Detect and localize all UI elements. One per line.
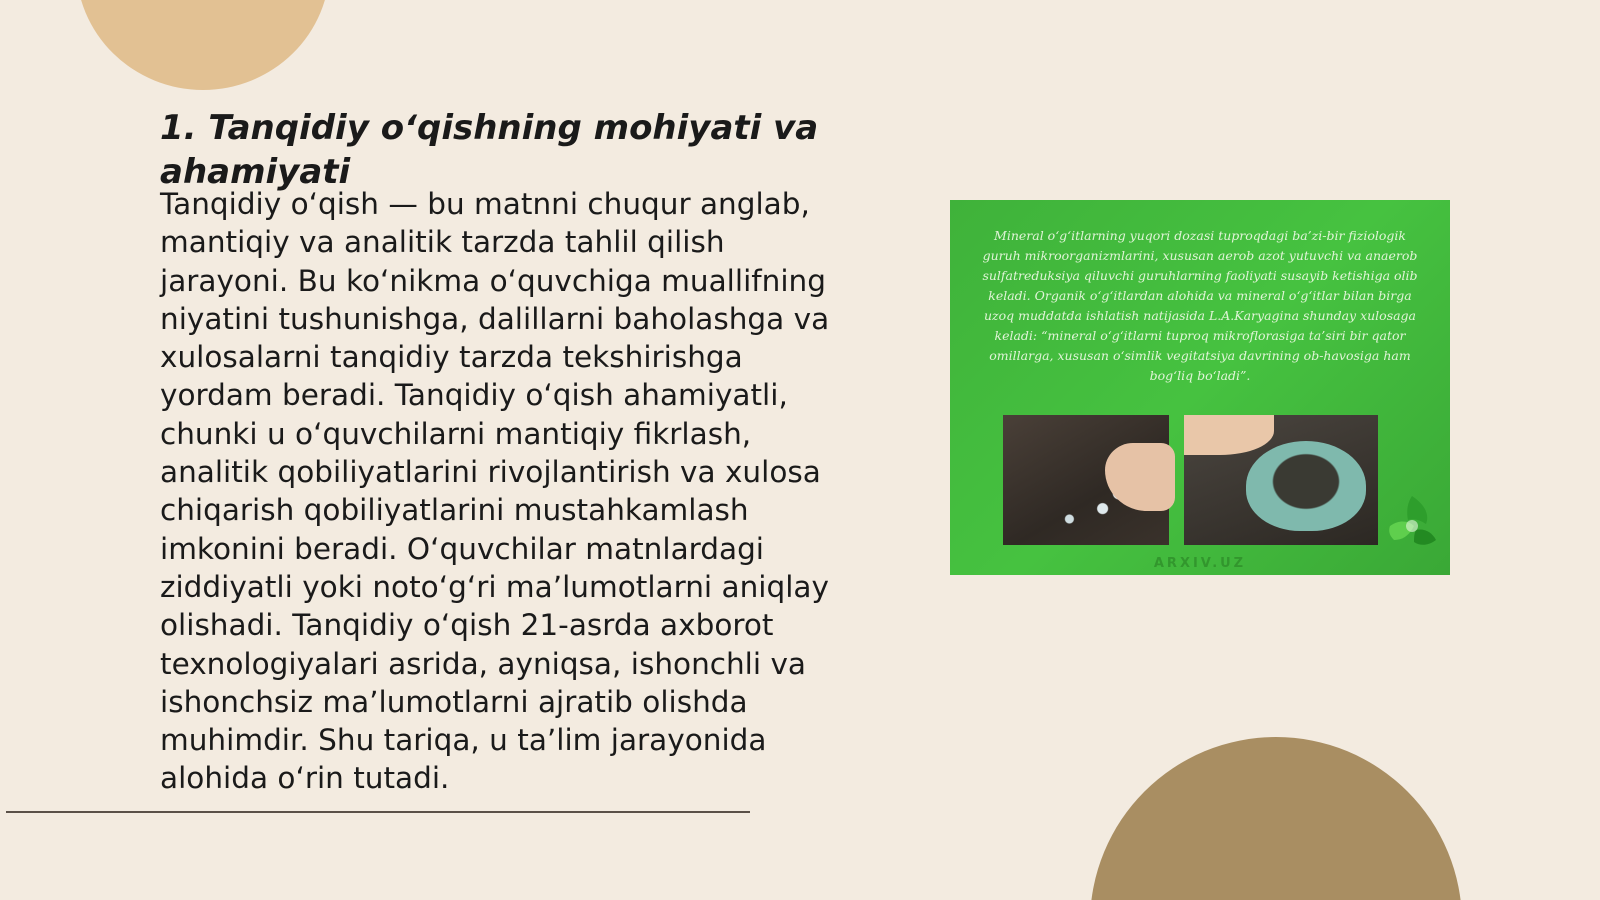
glove-shape [1246, 441, 1366, 531]
picture-caption-text: Mineral o‘g‘itlarning yuqori dozasi tuproqdagi ba’zi-bir fiziologik guruh mikroorganizmlarini, xususan aerob azot yutuvchi va anaerob sulfatreduksiya qiluvchi guruhlarning faoliyati susayib ketishiga olib keladi. Organik o‘g‘itlardan alohida va mineral o‘g‘itlar bilan birga uzoq muddatda ishlatish natijasida L.A.Karyagina shunday xulosaga keladi: “mineral o‘g‘itlarni tuproq mikroflorasiga ta’siri bir qator omillarga, xususan o‘simlik vegitatsiya davrining ob-havosiga ham bog‘liq bo‘ladi”. [982, 228, 1418, 383]
slide-body-text: Tanqidiy o‘qish — bu matnni chuqur anglab, mantiqiy va analitik tarzda tahlil qilish jarayoni. Bu ko‘nikma o‘quvchiga muallifning niyatini tushunishga, dalillarni baholashga va xulosalarni tanqidiy tarzda tekshirishga yordam beradi. Tanqidiy o‘qish ahamiyatli, chunki u o‘quvchilarni mantiqiy fikrlash, analitik qobiliyatlarini rivojlantirish va xulosa chiqarish qobiliyatlarini mustahkamlash imkonini beradi. O‘quvchilar matnlardagi ziddiyatli yoki noto‘g‘ri ma’lumotlarni aniqlay olishadi. Tanqidiy o‘qish 21-asrda axborot texnologiyalari asrida, ayniqsa, ishonchli va ishonchsiz ma’lumotlarni ajratib olishda muhimdir. Shu tariqa, u ta’lim jarayonida alohida o‘rin tutadi. [160, 187, 830, 796]
hand-shape [1105, 443, 1175, 511]
decorative-circle-top [76, 0, 330, 90]
fertilizer-picture [950, 200, 1450, 575]
slide-title: 1. Tanqidiy o‘qishning mohiyati va ahamiyati [160, 108, 819, 192]
recycle-leaf-icon [1380, 490, 1444, 554]
arm-shape [1184, 415, 1274, 455]
decorative-circle-bottom [1090, 737, 1462, 900]
photo-fertilizer-granules [1003, 415, 1169, 545]
divider-line [6, 811, 750, 813]
picture-watermark: ARXIV.UZ [1153, 556, 1247, 571]
photo-gloved-hands-soil [1184, 415, 1378, 545]
